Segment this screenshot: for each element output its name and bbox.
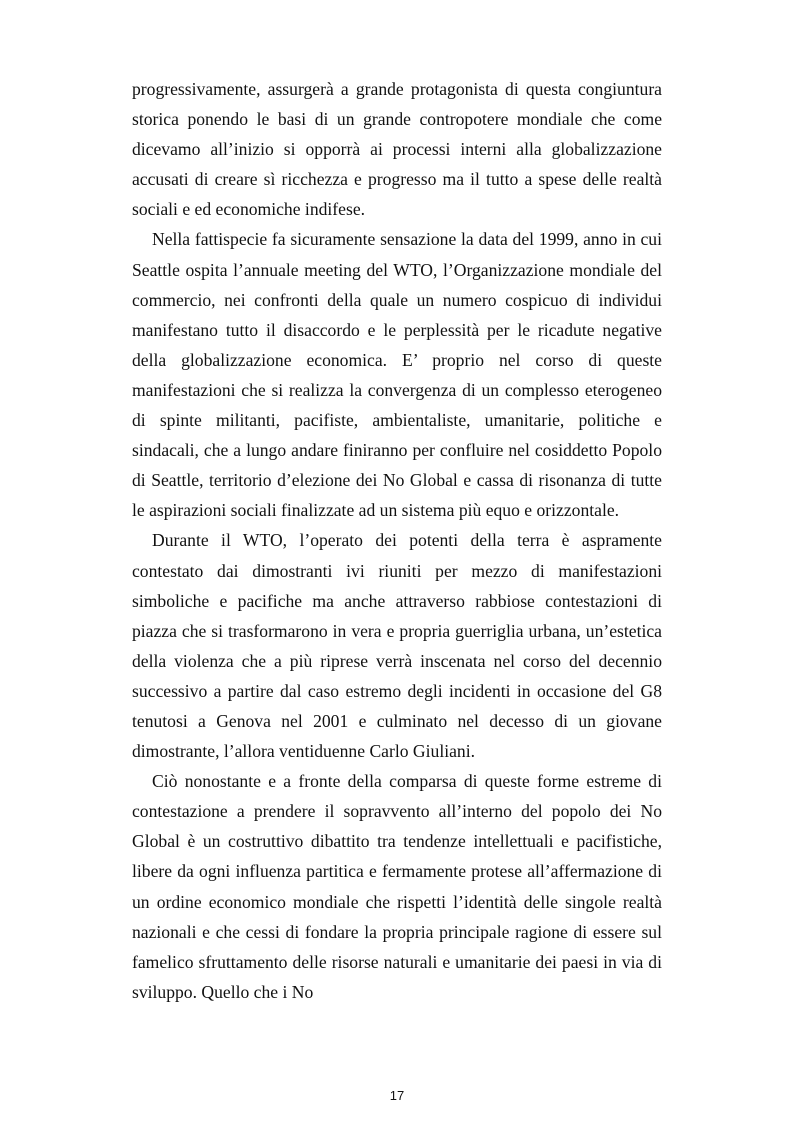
paragraph-seattle-1999: Nella fattispecie fa sicuramente sensazione la data del 1999, anno in cui Seattle ospita l’annuale meeting del WTO, l’Organizzazione mondiale del commercio, nei confronti della quale un numero cospicuo di individui manifestano tutto il disaccordo e le perplessità per le ricadute negative della globalizzazione economica. E’ proprio nel corso di queste manifestazioni che si realizza la convergenza di un complesso eterogeneo di spinte militanti, pacifiste, ambientaliste, umanitarie, politiche e sindacali, che a lungo andare finiranno per confluire nel cosiddetto Popolo di Seattle, territorio d’elezione dei No Global e cassa di risonanza di tutte le aspirazioni sociali finalizzate ad un sistema più equo e orizzontale.: [132, 229, 662, 521]
body-text: [132, 74, 662, 1007]
paragraph-no-global-debate: Ciò nonostante e a fronte della comparsa di queste forme estreme di contestazione a prendere il sopravvento all’interno del popolo dei No Global è un costruttivo dibattito tra tendenze intellettuali e pacifistiche, libere da ogni influenza partitica e fermamente protese all’affermazione di un ordine economico mondiale che rispetti l’identità delle singole realtà nazionali e che cessi di fondare la propria principale ragione di essere sul famelico sfruttamento delle risorse naturali e umanitarie dei paesi in via di sviluppo. Quello che i No: [132, 771, 662, 1002]
paragraph-wto-protests: Durante il WTO, l’operato dei potenti della terra è aspramente contestato dai dimostranti ivi riuniti per mezzo di manifestazioni simboliche e pacifiche ma anche attraverso rabbiose contestazioni di piazza che si trasformarono in vera e propria guerriglia urbana, un’estetica della violenza che a più riprese verrà inscenata nel corso del decennio successivo a partire dal caso estremo degli incidenti in occasione del G8 tenutosi a Genova nel 2001 e culminato nel decesso di un giovane dimostrante, l’allora ventiduenne Carlo Giuliani.: [132, 530, 662, 762]
paragraph-continuation: progressivamente, assurgerà a grande protagonista di questa congiuntura storica ponendo le basi di un grande contropotere mondiale che come dicevamo all’inizio si opporrà ai processi interni alla globalizzazione accusati di creare sì ricchezza e progresso ma il tutto a spese delle realtà sociali e ed economiche indifese.: [132, 79, 662, 220]
page-number: 17: [389, 1088, 405, 1103]
